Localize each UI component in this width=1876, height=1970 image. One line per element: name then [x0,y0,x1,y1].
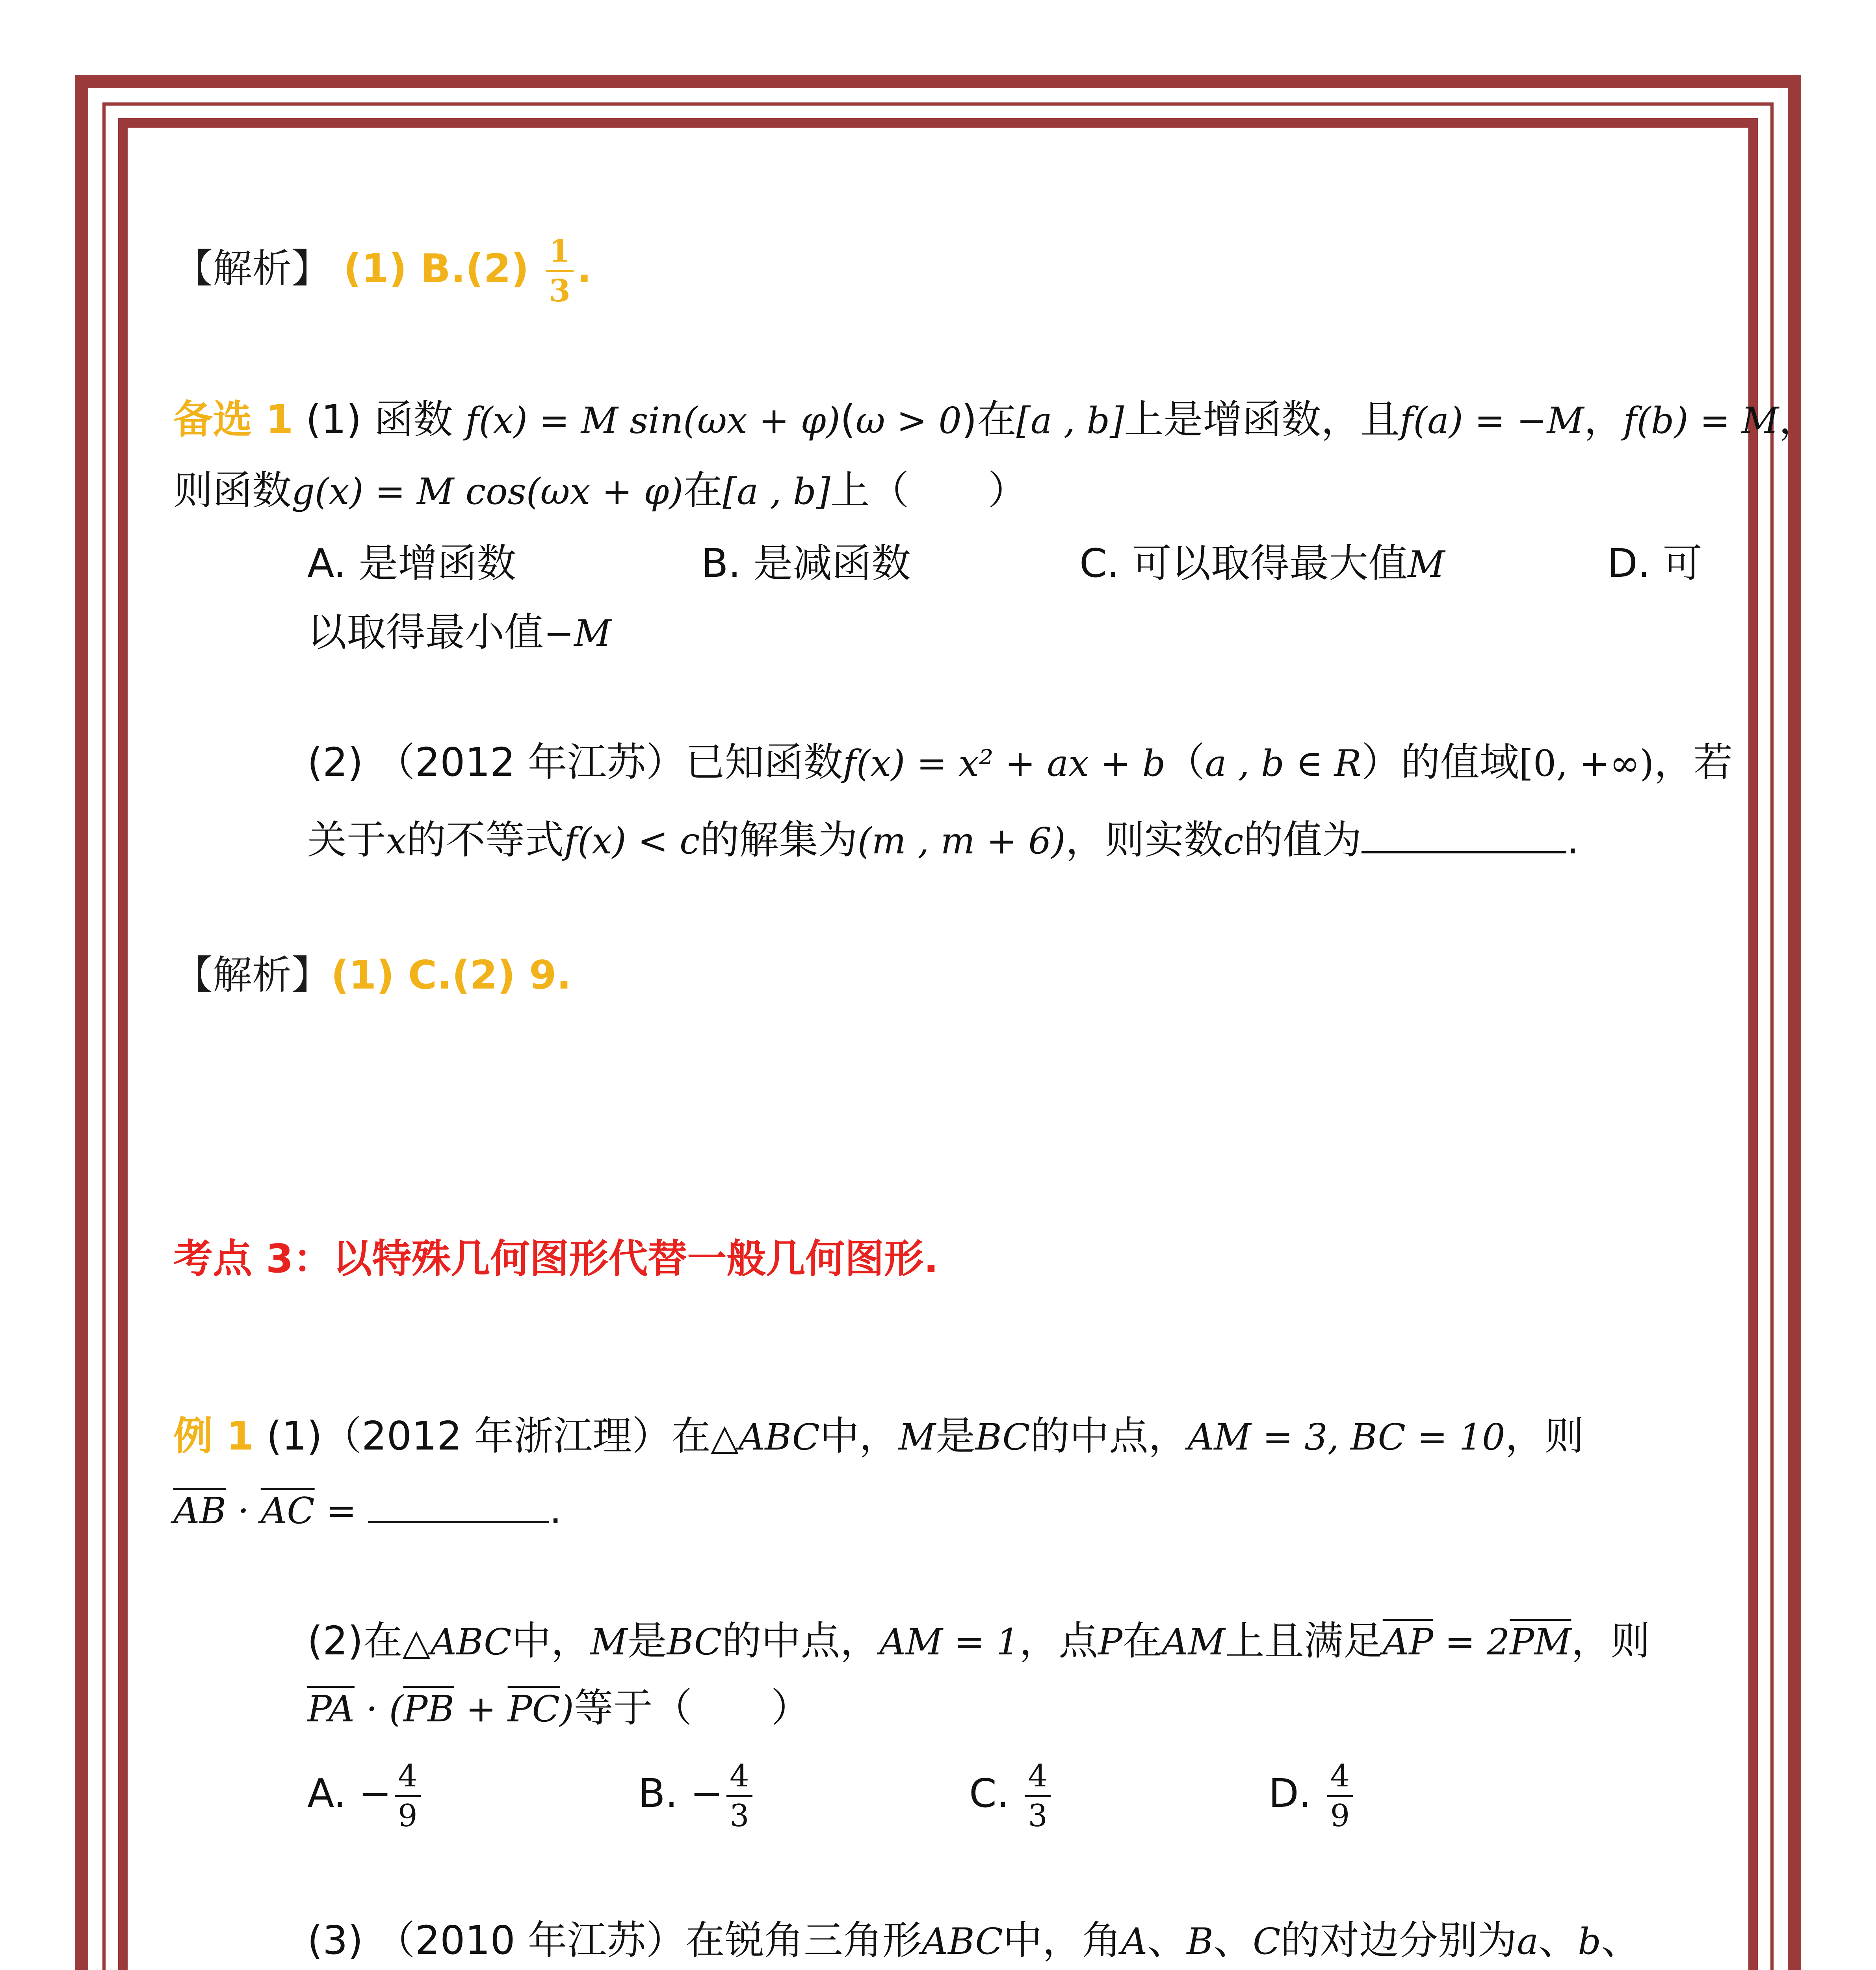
alt1-q2-line2: 关于x的不等式f(x) < c的解集为(m , m + 6)，则实数c的值为 . [307,812,1710,867]
answer-blank[interactable] [368,1481,549,1523]
option-a: A. − $\frac{4}{9}$ [307,1757,424,1835]
analysis-line-2: 【解析】(1) C.(2) 9. [173,952,572,998]
option-b: B. − $\frac{4}{3}$ [638,1757,756,1835]
alt1-q1-line1: 备选 1 (1) 函数 f(x) = M sin(ωx + φ)(ω > 0)在[a , b]上是增函数，且f(a) = −M，f(b) = M， [173,396,1818,442]
option-a: A. 是增函数 [307,540,516,586]
answer-fraction: $\frac{1}{3}$ [546,232,574,310]
alt1-q2-line1: (2) （2012 年江苏）已知函数f(x) = x² + ax + b（a , b ∈ R）的值域[0, +∞)，若 [307,739,1733,785]
option-c: C. 可以取得最大值M [1079,540,1445,586]
section-heading: 考点 3：以特殊几何图形代替一般几何图形. [173,1236,939,1282]
option-c: C. $\frac{4}{3}$ [969,1757,1054,1835]
ex1-q2-line2: $\overline{PA} \cdot (\overline{PB} + \overline{PC})$等于（ ） [307,1685,810,1731]
ex1-q1-line1: 例 1 (1)（2012 年浙江理）在△ABC中，M是BC的中点，AM = 3, BC = 10，则 [173,1413,1584,1459]
analysis-label: 【解析】 [173,245,331,292]
ex1-q3-line1: (3) （2010 年江苏）在锐角三角形ABC中，角A、B、C的对边分别为a、b、 [307,1917,1641,1963]
ex1-q2-options [307,1757,1710,1836]
option-d: D. $\frac{4}{9}$ [1269,1757,1356,1835]
alt1-q1-line2: 则函数g(x) = M cos(ωx + φ)在[a , b]上（ ） [173,467,1027,513]
alt-tag: 备选 1 [173,396,293,442]
option-b: B. 是减函数 [701,540,911,586]
answer-blank[interactable] [1361,812,1566,853]
analysis-answer: (1) B.(2) [343,245,543,292]
ex1-q1-line2: $\overline{AB} \cdot \overline{AC}$ = . [173,1481,1710,1537]
analysis-line-1: 【解析】 (1) B.(2) $\frac{1}{3}$ . [173,232,1710,310]
alt1-q1-option-d-cont: 以取得最小值−M [307,609,611,655]
ex1-q2-line1: (2)在△ABC中，M是BC的中点，AM = 1，点P在AM上且满足$\overline{AP} = 2\overline{PM}$，则 [307,1618,1650,1664]
option-d: D. 可 [1607,540,1702,586]
